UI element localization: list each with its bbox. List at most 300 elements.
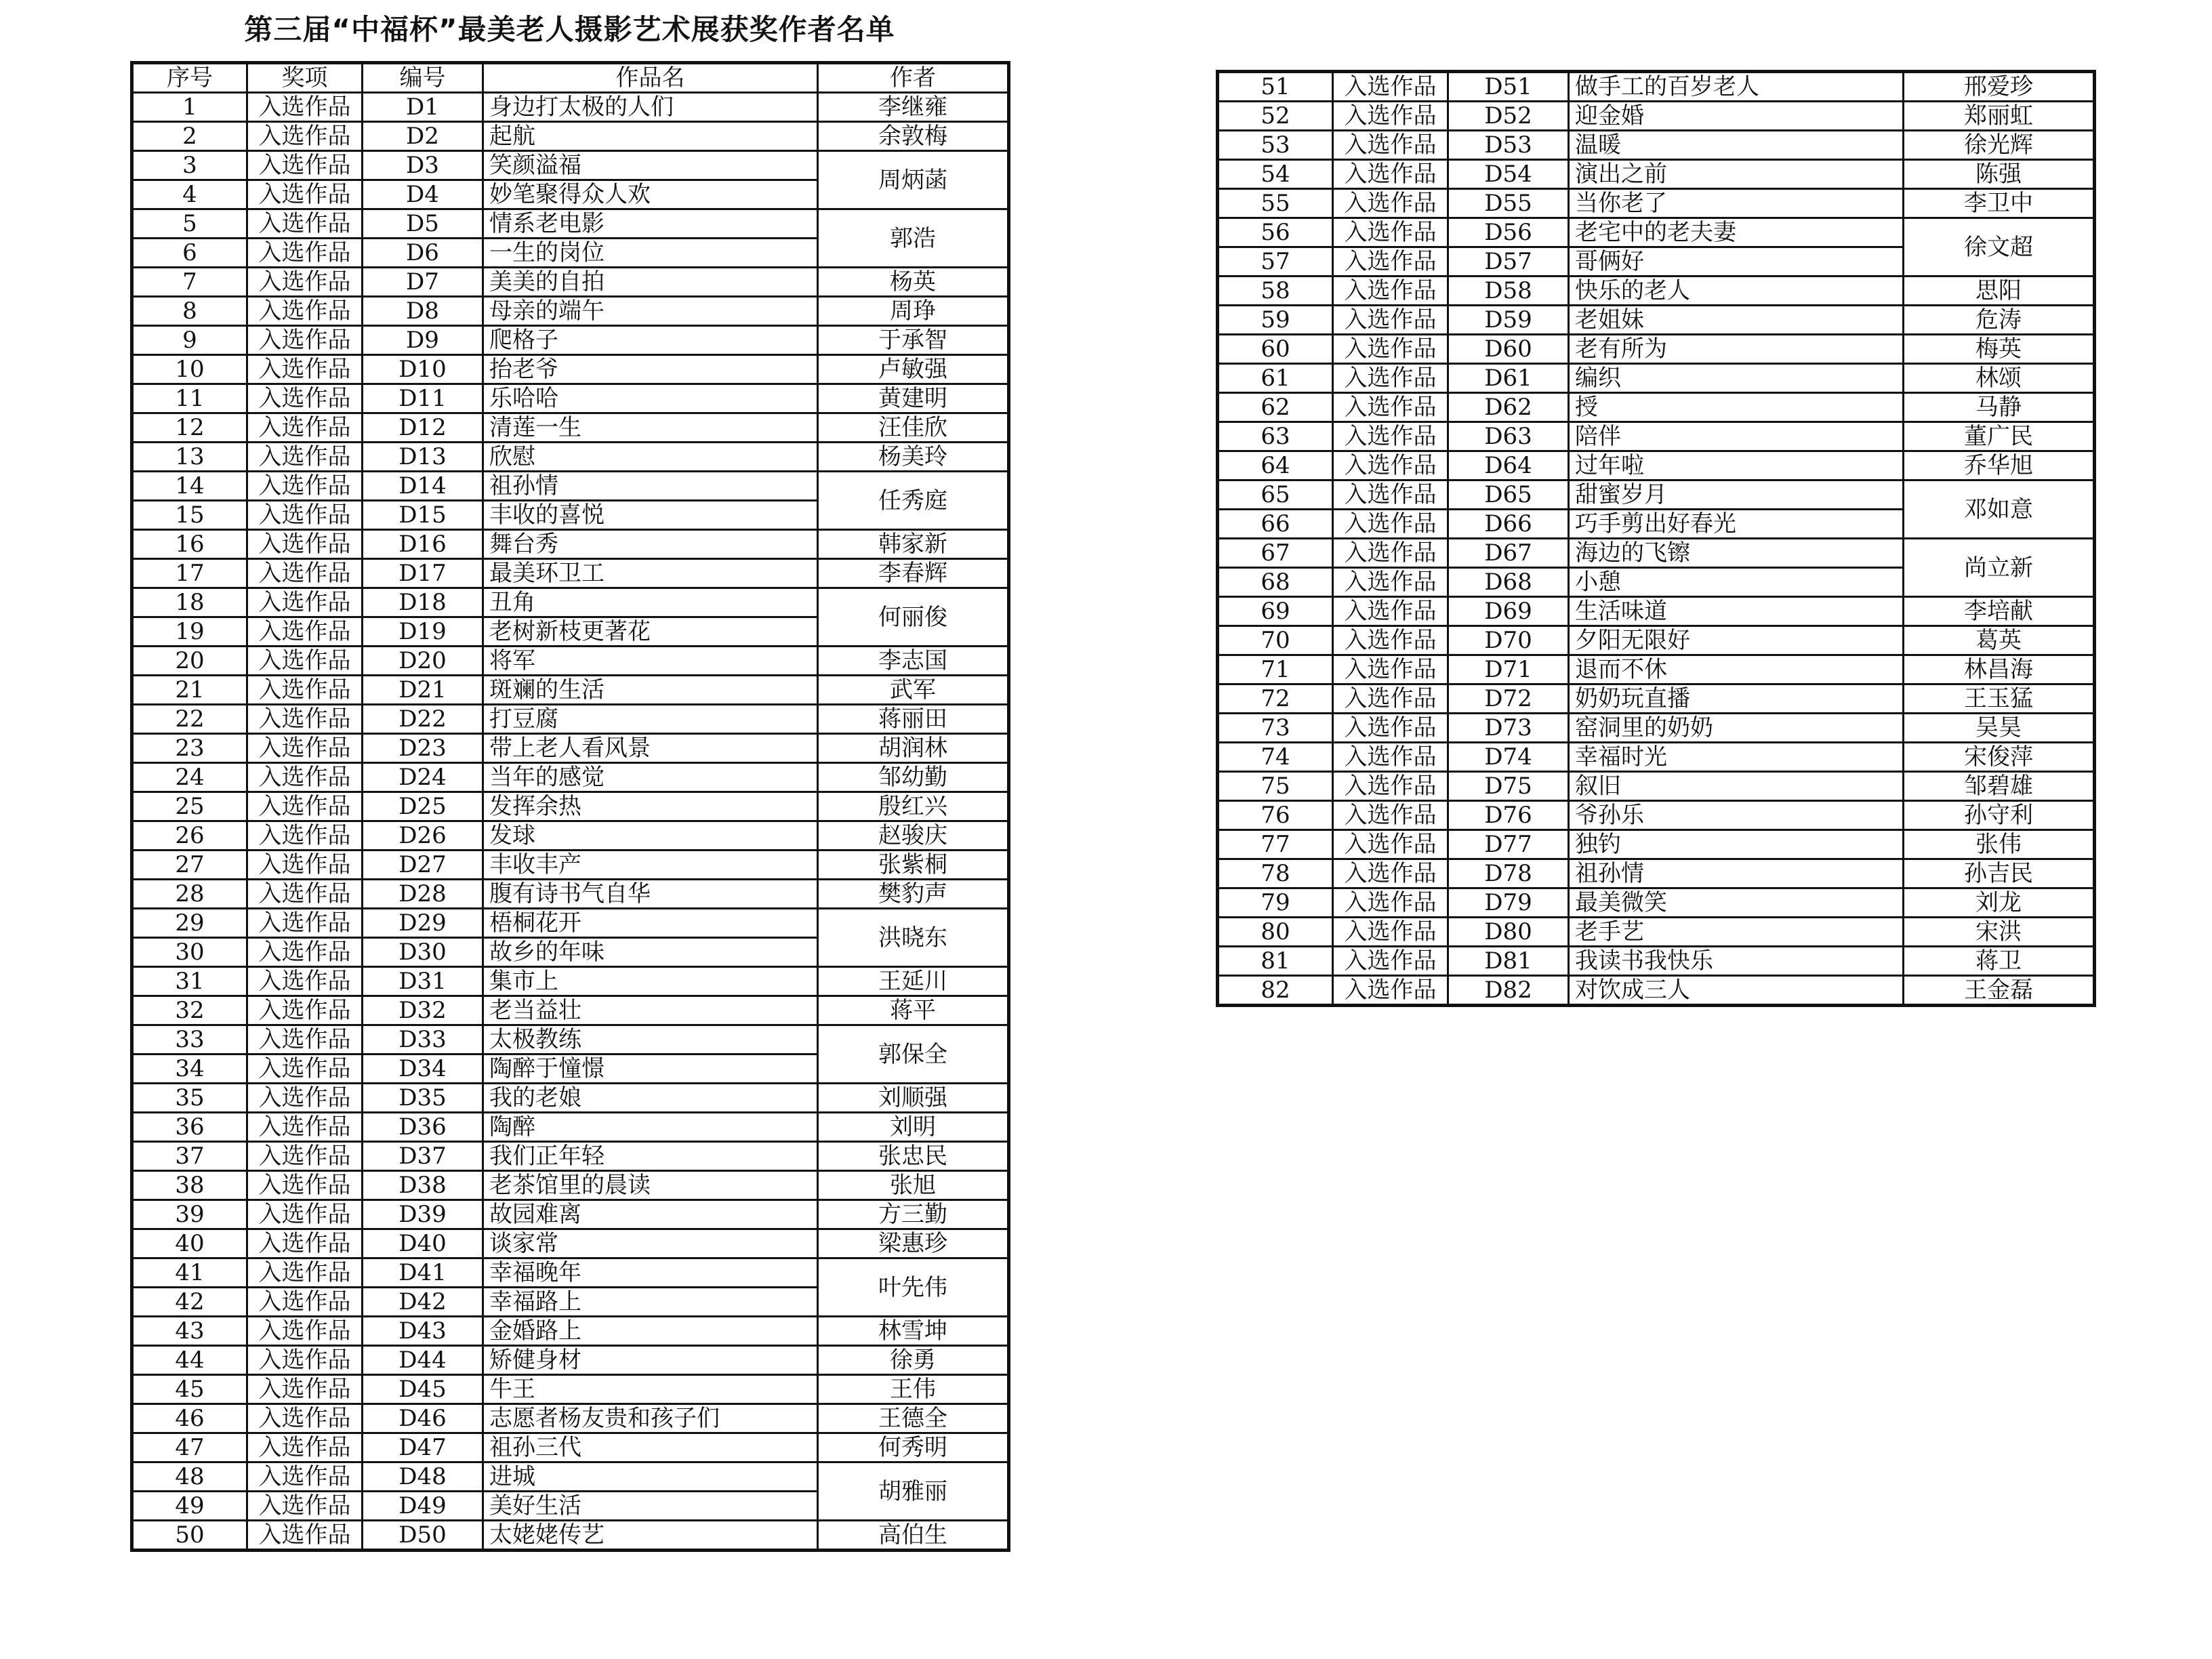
author-cell: 赵骏庆 xyxy=(818,821,1009,851)
table-row xyxy=(1218,597,2095,626)
code-cell: D81 xyxy=(1448,947,1569,976)
award-cell: 入选作品 xyxy=(247,1171,363,1200)
author-cell: 高伯生 xyxy=(818,1521,1009,1551)
serial-no-cell: 56 xyxy=(1218,218,1333,247)
serial-no-cell: 10 xyxy=(132,355,247,384)
table-row xyxy=(1218,393,2095,422)
work-title-cell: 甜蜜岁月 xyxy=(1569,480,1904,510)
author-cell: 徐勇 xyxy=(818,1346,1009,1375)
award-cell: 入选作品 xyxy=(1333,218,1448,247)
work-title-cell: 老手艺 xyxy=(1569,918,1904,947)
author-cell: 思阳 xyxy=(1904,276,2095,306)
code-cell: D12 xyxy=(363,413,483,443)
work-title-cell: 我们正年轻 xyxy=(483,1142,818,1171)
author-cell: 吴昊 xyxy=(1904,714,2095,743)
work-title-cell: 叙旧 xyxy=(1569,772,1904,801)
author-cell: 张旭 xyxy=(818,1171,1009,1200)
serial-no-cell: 2 xyxy=(132,122,247,151)
serial-no-cell: 41 xyxy=(132,1258,247,1288)
author-cell: 张紫桐 xyxy=(818,851,1009,880)
award-cell: 入选作品 xyxy=(247,443,363,472)
table-row xyxy=(132,1084,1009,1113)
serial-no-cell: 17 xyxy=(132,559,247,588)
serial-no-cell: 42 xyxy=(132,1288,247,1317)
award-cell: 入选作品 xyxy=(247,1229,363,1258)
award-cell: 入选作品 xyxy=(1333,131,1448,160)
author-cell: 卢敏强 xyxy=(818,355,1009,384)
author-cell: 樊豹声 xyxy=(818,880,1009,909)
serial-no-cell: 18 xyxy=(132,588,247,617)
work-title-cell: 祖孙三代 xyxy=(483,1433,818,1462)
work-title-cell: 迎金婚 xyxy=(1569,102,1904,131)
code-cell: D57 xyxy=(1448,247,1569,276)
author-cell: 于承智 xyxy=(818,326,1009,355)
author-cell: 郑丽虹 xyxy=(1904,102,2095,131)
code-cell: D8 xyxy=(363,297,483,326)
serial-no-cell: 37 xyxy=(132,1142,247,1171)
serial-no-cell: 46 xyxy=(132,1404,247,1433)
table-row xyxy=(1218,888,2095,918)
work-title-cell: 太姥姥传艺 xyxy=(483,1521,818,1551)
award-cell: 入选作品 xyxy=(247,1492,363,1521)
award-cell: 入选作品 xyxy=(247,1346,363,1375)
header-serial-no: 序号 xyxy=(132,63,247,93)
work-title-cell: 幸福晚年 xyxy=(483,1258,818,1288)
table-row xyxy=(132,122,1009,151)
author-cell: 李春辉 xyxy=(818,559,1009,588)
table-row xyxy=(132,384,1009,413)
code-cell: D4 xyxy=(363,180,483,209)
serial-no-cell: 44 xyxy=(132,1346,247,1375)
table-row xyxy=(1218,801,2095,830)
award-cell: 入选作品 xyxy=(247,1113,363,1142)
serial-no-cell: 23 xyxy=(132,734,247,763)
award-cell: 入选作品 xyxy=(247,1054,363,1084)
author-cell: 黄建明 xyxy=(818,384,1009,413)
work-title-cell: 老宅中的老夫妻 xyxy=(1569,218,1904,247)
code-cell: D20 xyxy=(363,647,483,676)
award-cell: 入选作品 xyxy=(247,617,363,647)
serial-no-cell: 75 xyxy=(1218,772,1333,801)
serial-no-cell: 9 xyxy=(132,326,247,355)
award-cell: 入选作品 xyxy=(1333,918,1448,947)
work-title-cell: 身边打太极的人们 xyxy=(483,93,818,122)
work-title-cell: 夕阳无限好 xyxy=(1569,626,1904,655)
award-cell: 入选作品 xyxy=(247,413,363,443)
author-cell: 邹幼勤 xyxy=(818,763,1009,792)
award-cell: 入选作品 xyxy=(247,209,363,239)
author-cell: 王玉猛 xyxy=(1904,684,2095,714)
code-cell: D52 xyxy=(1448,102,1569,131)
table-row xyxy=(1218,859,2095,888)
header-work-title: 作品名 xyxy=(483,63,818,93)
work-title-cell: 矫健身材 xyxy=(483,1346,818,1375)
award-cell: 入选作品 xyxy=(1333,859,1448,888)
serial-no-cell: 62 xyxy=(1218,393,1333,422)
serial-no-cell: 64 xyxy=(1218,451,1333,480)
table-body-left xyxy=(132,93,1009,1551)
code-cell: D7 xyxy=(363,268,483,297)
code-cell: D79 xyxy=(1448,888,1569,918)
author-cell: 汪佳欣 xyxy=(818,413,1009,443)
author-cell: 余敦梅 xyxy=(818,122,1009,151)
serial-no-cell: 15 xyxy=(132,501,247,530)
table-row xyxy=(1218,743,2095,772)
author-cell: 王德全 xyxy=(818,1404,1009,1433)
serial-no-cell: 34 xyxy=(132,1054,247,1084)
author-cell: 杨英 xyxy=(818,268,1009,297)
work-title-cell: 一生的岗位 xyxy=(483,239,818,268)
author-cell: 殷红兴 xyxy=(818,792,1009,821)
award-cell: 入选作品 xyxy=(1333,102,1448,131)
table-row xyxy=(132,530,1009,559)
award-cell: 入选作品 xyxy=(1333,976,1448,1006)
serial-no-cell: 40 xyxy=(132,1229,247,1258)
serial-no-cell: 20 xyxy=(132,647,247,676)
award-cell: 入选作品 xyxy=(1333,947,1448,976)
serial-no-cell: 21 xyxy=(132,676,247,705)
code-cell: D26 xyxy=(363,821,483,851)
award-cell: 入选作品 xyxy=(247,384,363,413)
award-cell: 入选作品 xyxy=(247,1258,363,1288)
table-row xyxy=(1218,976,2095,1006)
award-cell: 入选作品 xyxy=(247,297,363,326)
author-cell: 邹碧雄 xyxy=(1904,772,2095,801)
author-cell: 张伟 xyxy=(1904,830,2095,859)
author-cell: 李志国 xyxy=(818,647,1009,676)
serial-no-cell: 72 xyxy=(1218,684,1333,714)
serial-no-cell: 26 xyxy=(132,821,247,851)
author-cell: 尚立新 xyxy=(1904,539,2095,597)
award-cell: 入选作品 xyxy=(1333,830,1448,859)
award-cell: 入选作品 xyxy=(247,1521,363,1551)
author-cell: 何秀明 xyxy=(818,1433,1009,1462)
award-cell: 入选作品 xyxy=(247,1084,363,1113)
serial-no-cell: 71 xyxy=(1218,655,1333,684)
code-cell: D38 xyxy=(363,1171,483,1200)
author-cell: 宋洪 xyxy=(1904,918,2095,947)
award-cell: 入选作品 xyxy=(247,501,363,530)
table-row xyxy=(132,1142,1009,1171)
table-row xyxy=(132,734,1009,763)
table-row xyxy=(132,1200,1009,1229)
table-row xyxy=(132,355,1009,384)
table-row xyxy=(1218,218,2095,247)
work-title-cell: 母亲的端午 xyxy=(483,297,818,326)
work-title-cell: 丑角 xyxy=(483,588,818,617)
serial-no-cell: 77 xyxy=(1218,830,1333,859)
author-cell: 叶先伟 xyxy=(818,1258,1009,1317)
header-author: 作者 xyxy=(818,63,1009,93)
code-cell: D53 xyxy=(1448,131,1569,160)
work-title-cell: 祖孙情 xyxy=(483,472,818,501)
award-cell: 入选作品 xyxy=(1333,568,1448,597)
code-cell: D67 xyxy=(1448,539,1569,568)
code-cell: D51 xyxy=(1448,72,1569,102)
work-title-cell: 笑颜溢福 xyxy=(483,151,818,180)
code-cell: D32 xyxy=(363,996,483,1025)
award-cell: 入选作品 xyxy=(247,530,363,559)
code-cell: D60 xyxy=(1448,335,1569,364)
serial-no-cell: 74 xyxy=(1218,743,1333,772)
work-title-cell: 巧手剪出好春光 xyxy=(1569,510,1904,539)
serial-no-cell: 66 xyxy=(1218,510,1333,539)
work-title-cell: 爬格子 xyxy=(483,326,818,355)
author-cell: 胡润林 xyxy=(818,734,1009,763)
award-cell: 入选作品 xyxy=(247,472,363,501)
table-row xyxy=(1218,772,2095,801)
table-row xyxy=(132,1433,1009,1462)
serial-no-cell: 73 xyxy=(1218,714,1333,743)
award-cell: 入选作品 xyxy=(247,180,363,209)
work-title-cell: 演出之前 xyxy=(1569,160,1904,189)
award-cell: 入选作品 xyxy=(1333,276,1448,306)
serial-no-cell: 8 xyxy=(132,297,247,326)
table-row xyxy=(132,792,1009,821)
code-cell: D43 xyxy=(363,1317,483,1346)
serial-no-cell: 52 xyxy=(1218,102,1333,131)
table-row xyxy=(132,1521,1009,1551)
award-cell: 入选作品 xyxy=(247,734,363,763)
code-cell: D2 xyxy=(363,122,483,151)
code-cell: D65 xyxy=(1448,480,1569,510)
code-cell: D22 xyxy=(363,705,483,734)
work-title-cell: 爷孙乐 xyxy=(1569,801,1904,830)
award-cell: 入选作品 xyxy=(247,967,363,996)
work-title-cell: 最美环卫工 xyxy=(483,559,818,588)
serial-no-cell: 7 xyxy=(132,268,247,297)
work-title-cell: 奶奶玩直播 xyxy=(1569,684,1904,714)
work-title-cell: 清莲一生 xyxy=(483,413,818,443)
author-cell: 孙守利 xyxy=(1904,801,2095,830)
table-row xyxy=(132,763,1009,792)
award-cell: 入选作品 xyxy=(1333,539,1448,568)
award-cell: 入选作品 xyxy=(247,1462,363,1492)
work-title-cell: 温暖 xyxy=(1569,131,1904,160)
award-cell: 入选作品 xyxy=(247,1433,363,1462)
table-row xyxy=(132,1113,1009,1142)
author-cell: 危涛 xyxy=(1904,306,2095,335)
work-title-cell: 打豆腐 xyxy=(483,705,818,734)
award-cell: 入选作品 xyxy=(1333,480,1448,510)
award-cell: 入选作品 xyxy=(1333,801,1448,830)
author-cell: 马静 xyxy=(1904,393,2095,422)
author-cell: 李培献 xyxy=(1904,597,2095,626)
author-cell: 何丽俊 xyxy=(818,588,1009,647)
serial-no-cell: 4 xyxy=(132,180,247,209)
header-code: 编号 xyxy=(363,63,483,93)
work-title-cell: 欣慰 xyxy=(483,443,818,472)
serial-no-cell: 47 xyxy=(132,1433,247,1462)
table-row xyxy=(132,851,1009,880)
code-cell: D40 xyxy=(363,1229,483,1258)
work-title-cell: 窑洞里的奶奶 xyxy=(1569,714,1904,743)
serial-no-cell: 38 xyxy=(132,1171,247,1200)
work-title-cell: 老树新枝更著花 xyxy=(483,617,818,647)
table-row xyxy=(132,967,1009,996)
table-row xyxy=(132,1025,1009,1054)
serial-no-cell: 30 xyxy=(132,938,247,967)
table-row xyxy=(132,821,1009,851)
serial-no-cell: 53 xyxy=(1218,131,1333,160)
table-row xyxy=(132,647,1009,676)
serial-no-cell: 32 xyxy=(132,996,247,1025)
code-cell: D46 xyxy=(363,1404,483,1433)
work-title-cell: 发球 xyxy=(483,821,818,851)
code-cell: D50 xyxy=(363,1521,483,1551)
code-cell: D31 xyxy=(363,967,483,996)
code-cell: D61 xyxy=(1448,364,1569,393)
serial-no-cell: 51 xyxy=(1218,72,1333,102)
serial-no-cell: 50 xyxy=(132,1521,247,1551)
serial-no-cell: 55 xyxy=(1218,189,1333,218)
work-title-cell: 丰收的喜悦 xyxy=(483,501,818,530)
author-cell: 王伟 xyxy=(818,1375,1009,1404)
work-title-cell: 陪伴 xyxy=(1569,422,1904,451)
serial-no-cell: 13 xyxy=(132,443,247,472)
table-row xyxy=(132,443,1009,472)
award-list-table-left xyxy=(130,61,1010,1552)
award-cell: 入选作品 xyxy=(247,705,363,734)
award-cell: 入选作品 xyxy=(1333,714,1448,743)
award-cell: 入选作品 xyxy=(247,1317,363,1346)
serial-no-cell: 63 xyxy=(1218,422,1333,451)
award-cell: 入选作品 xyxy=(1333,510,1448,539)
table-row xyxy=(1218,422,2095,451)
table-row xyxy=(132,559,1009,588)
table-row xyxy=(132,93,1009,122)
serial-no-cell: 6 xyxy=(132,239,247,268)
code-cell: D64 xyxy=(1448,451,1569,480)
author-cell: 刘明 xyxy=(818,1113,1009,1142)
work-title-cell: 抬老爷 xyxy=(483,355,818,384)
code-cell: D14 xyxy=(363,472,483,501)
award-cell: 入选作品 xyxy=(1333,684,1448,714)
code-cell: D74 xyxy=(1448,743,1569,772)
table-row xyxy=(1218,830,2095,859)
work-title-cell: 乐哈哈 xyxy=(483,384,818,413)
table-row xyxy=(1218,276,2095,306)
author-cell: 徐文超 xyxy=(1904,218,2095,276)
table-row xyxy=(1218,189,2095,218)
table-row xyxy=(132,588,1009,617)
work-title-cell: 独钓 xyxy=(1569,830,1904,859)
work-title-cell: 哥俩好 xyxy=(1569,247,1904,276)
serial-no-cell: 76 xyxy=(1218,801,1333,830)
work-title-cell: 老茶馆里的晨读 xyxy=(483,1171,818,1200)
code-cell: D75 xyxy=(1448,772,1569,801)
table-row xyxy=(1218,539,2095,568)
award-cell: 入选作品 xyxy=(247,996,363,1025)
work-title-cell: 祖孙情 xyxy=(1569,859,1904,888)
code-cell: D70 xyxy=(1448,626,1569,655)
work-title-cell: 我的老娘 xyxy=(483,1084,818,1113)
award-cell: 入选作品 xyxy=(1333,626,1448,655)
award-cell: 入选作品 xyxy=(247,122,363,151)
award-cell: 入选作品 xyxy=(247,821,363,851)
award-cell: 入选作品 xyxy=(247,676,363,705)
serial-no-cell: 12 xyxy=(132,413,247,443)
serial-no-cell: 60 xyxy=(1218,335,1333,364)
work-title-cell: 妙笔聚得众人欢 xyxy=(483,180,818,209)
code-cell: D33 xyxy=(363,1025,483,1054)
author-cell: 王金磊 xyxy=(1904,976,2095,1006)
work-title-cell: 快乐的老人 xyxy=(1569,276,1904,306)
work-title-cell: 当年的感觉 xyxy=(483,763,818,792)
work-title-cell: 美好生活 xyxy=(483,1492,818,1521)
award-cell: 入选作品 xyxy=(247,239,363,268)
code-cell: D36 xyxy=(363,1113,483,1142)
table-row xyxy=(132,996,1009,1025)
table-row xyxy=(132,1404,1009,1433)
code-cell: D11 xyxy=(363,384,483,413)
award-cell: 入选作品 xyxy=(247,851,363,880)
award-cell: 入选作品 xyxy=(247,763,363,792)
author-cell: 蒋平 xyxy=(818,996,1009,1025)
author-cell: 宋俊萍 xyxy=(1904,743,2095,772)
serial-no-cell: 33 xyxy=(132,1025,247,1054)
author-cell: 杨美玲 xyxy=(818,443,1009,472)
award-cell: 入选作品 xyxy=(1333,655,1448,684)
table-row xyxy=(132,472,1009,501)
serial-no-cell: 36 xyxy=(132,1113,247,1142)
award-cell: 入选作品 xyxy=(1333,597,1448,626)
award-cell: 入选作品 xyxy=(247,326,363,355)
author-cell: 梁惠珍 xyxy=(818,1229,1009,1258)
code-cell: D69 xyxy=(1448,597,1569,626)
author-cell: 刘龙 xyxy=(1904,888,2095,918)
award-cell: 入选作品 xyxy=(247,588,363,617)
serial-no-cell: 45 xyxy=(132,1375,247,1404)
code-cell: D66 xyxy=(1448,510,1569,539)
work-title-cell: 故园难离 xyxy=(483,1200,818,1229)
serial-no-cell: 65 xyxy=(1218,480,1333,510)
author-cell: 张忠民 xyxy=(818,1142,1009,1171)
serial-no-cell: 24 xyxy=(132,763,247,792)
table-row xyxy=(1218,364,2095,393)
author-cell: 方三勤 xyxy=(818,1200,1009,1229)
author-cell: 刘顺强 xyxy=(818,1084,1009,1113)
serial-no-cell: 5 xyxy=(132,209,247,239)
table-row xyxy=(1218,306,2095,335)
table-row xyxy=(1218,131,2095,160)
code-cell: D37 xyxy=(363,1142,483,1171)
work-title-cell: 老当益壮 xyxy=(483,996,818,1025)
table-row xyxy=(1218,626,2095,655)
serial-no-cell: 29 xyxy=(132,909,247,938)
serial-no-cell: 81 xyxy=(1218,947,1333,976)
table-row xyxy=(1218,655,2095,684)
author-cell: 邢爱珍 xyxy=(1904,72,2095,102)
work-title-cell: 生活味道 xyxy=(1569,597,1904,626)
award-cell: 入选作品 xyxy=(1333,364,1448,393)
serial-no-cell: 25 xyxy=(132,792,247,821)
serial-no-cell: 3 xyxy=(132,151,247,180)
table-row xyxy=(132,297,1009,326)
work-title-cell: 进城 xyxy=(483,1462,818,1492)
author-cell: 葛英 xyxy=(1904,626,2095,655)
award-cell: 入选作品 xyxy=(1333,247,1448,276)
author-cell: 陈强 xyxy=(1904,160,2095,189)
author-cell: 郭保全 xyxy=(818,1025,1009,1084)
work-title-cell: 我读书我快乐 xyxy=(1569,947,1904,976)
author-cell: 周炳菡 xyxy=(818,151,1009,209)
code-cell: D41 xyxy=(363,1258,483,1288)
code-cell: D45 xyxy=(363,1375,483,1404)
code-cell: D76 xyxy=(1448,801,1569,830)
header-award: 奖项 xyxy=(247,63,363,93)
code-cell: D24 xyxy=(363,763,483,792)
